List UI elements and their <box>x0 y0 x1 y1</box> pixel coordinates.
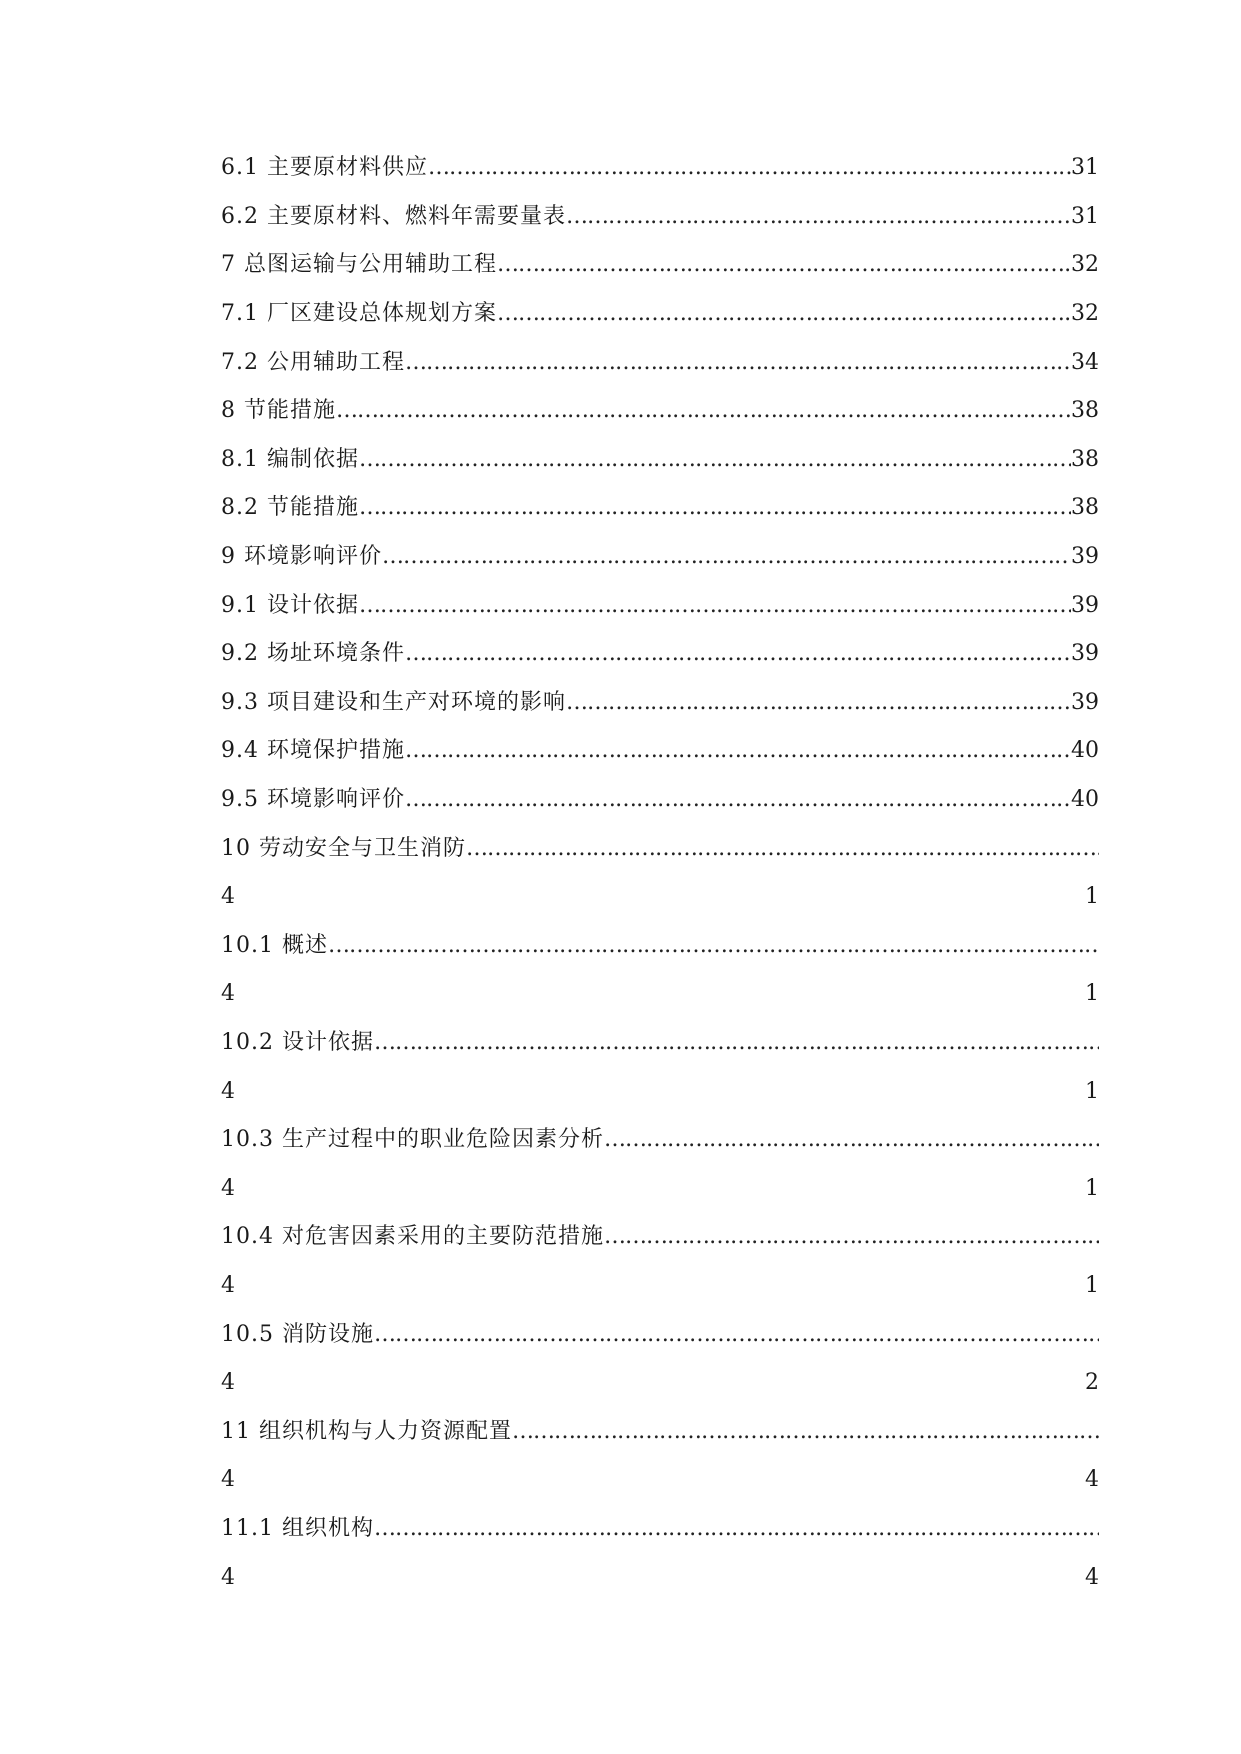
toc-page-number: 32 <box>1071 301 1099 327</box>
toc-entry-label: 6.2 主要原材料、燃料年需要量表 <box>221 203 566 229</box>
toc-leader-dots <box>374 1518 1099 1540</box>
toc-entry-label: 10.5 消防设施 <box>221 1321 374 1347</box>
toc-page-number: 40 <box>1071 787 1099 813</box>
toc-entry-label: 9.4 环境保护措施 <box>221 738 405 764</box>
toc-entry-label: 10.4 对危害因素采用的主要防范措施 <box>221 1224 604 1250</box>
toc-page-number-right: 1 <box>1085 1272 1099 1298</box>
toc-page-number: 39 <box>1071 689 1099 715</box>
toc-page-number-left: 4 <box>221 1467 235 1493</box>
toc-entry-wrapped[interactable] <box>221 1116 1099 1165</box>
toc-entry[interactable] <box>221 776 1099 825</box>
toc-leader-dots <box>328 935 1099 957</box>
toc-entry-label: 11 组织机构与人力资源配置 <box>221 1418 512 1444</box>
toc-entry[interactable] <box>221 436 1099 485</box>
toc-page-number: 39 <box>1071 641 1099 667</box>
toc-entry-wrapped[interactable] <box>221 922 1099 971</box>
toc-leader-dots <box>359 449 1071 471</box>
toc-entry-wrapped[interactable] <box>221 824 1099 873</box>
toc-page-number-left: 4 <box>221 884 235 910</box>
toc-entry-label: 8.2 节能措施 <box>221 495 359 521</box>
toc-wrapped-page-line <box>221 1164 1099 1213</box>
toc-wrapped-page-line <box>221 970 1099 1019</box>
toc-page-number: 32 <box>1071 252 1099 278</box>
toc-entry-label: 10.1 概述 <box>221 932 328 958</box>
toc-page-number: 38 <box>1071 446 1099 472</box>
toc-leader-dots <box>566 692 1071 714</box>
toc-entry-label: 6.1 主要原材料供应 <box>221 155 428 181</box>
toc-entry[interactable] <box>221 679 1099 728</box>
toc-entry-label: 7.1 厂区建设总体规划方案 <box>221 301 497 327</box>
toc-leader-dots <box>374 1324 1099 1346</box>
toc-leader-dots <box>336 400 1071 422</box>
toc-entry-label: 9.3 项目建设和生产对环境的影响 <box>221 689 566 715</box>
toc-page-number: 38 <box>1071 398 1099 424</box>
toc-page-number-left: 4 <box>221 981 235 1007</box>
toc-page-number: 38 <box>1071 495 1099 521</box>
toc-page-number-left: 4 <box>221 1370 235 1396</box>
toc-entry-label: 9.1 设计依据 <box>221 592 359 618</box>
toc-entry-wrapped[interactable] <box>221 1019 1099 1068</box>
toc-entry[interactable] <box>221 290 1099 339</box>
toc-page-number-left: 4 <box>221 1272 235 1298</box>
toc-page-number: 39 <box>1071 544 1099 570</box>
toc-leader-dots <box>604 1226 1099 1248</box>
toc-entry-label: 7.2 公用辅助工程 <box>221 349 405 375</box>
toc-page-number-right: 4 <box>1085 1564 1099 1590</box>
toc-entry-wrapped[interactable] <box>221 1407 1099 1456</box>
toc-page-number-right: 2 <box>1085 1370 1099 1396</box>
toc-entry-wrapped[interactable] <box>221 1505 1099 1554</box>
toc-entry[interactable] <box>221 193 1099 242</box>
toc-entry[interactable] <box>221 338 1099 387</box>
toc-leader-dots <box>566 206 1071 228</box>
toc-entry[interactable] <box>221 533 1099 582</box>
toc-page-number: 31 <box>1071 203 1099 229</box>
toc-page-number-right: 1 <box>1085 884 1099 910</box>
toc-wrapped-page-line <box>221 1456 1099 1505</box>
toc-page-number: 39 <box>1071 592 1099 618</box>
toc-entry-label: 10.3 生产过程中的职业危险因素分析 <box>221 1127 604 1153</box>
toc-page-number-left: 4 <box>221 1175 235 1201</box>
toc-entry-label: 9.5 环境影响评价 <box>221 787 405 813</box>
toc-page-number-left: 4 <box>221 1078 235 1104</box>
toc-entry-label: 10.2 设计依据 <box>221 1029 374 1055</box>
toc-page-number-right: 4 <box>1085 1467 1099 1493</box>
toc-page-number-left: 4 <box>221 1564 235 1590</box>
toc-leader-dots <box>374 1032 1099 1054</box>
toc-entry[interactable] <box>221 144 1099 193</box>
toc-page-number-right: 1 <box>1085 981 1099 1007</box>
toc-wrapped-page-line <box>221 1553 1099 1602</box>
toc-entry[interactable] <box>221 581 1099 630</box>
toc-leader-dots <box>497 303 1071 325</box>
toc-page-number: 40 <box>1071 738 1099 764</box>
toc-page-number-right: 1 <box>1085 1078 1099 1104</box>
toc-entry[interactable] <box>221 387 1099 436</box>
toc-entry-label: 8.1 编制依据 <box>221 446 359 472</box>
toc-wrapped-page-line <box>221 1359 1099 1408</box>
toc-leader-dots <box>466 838 1099 860</box>
toc-leader-dots <box>405 789 1071 811</box>
toc-page-number: 31 <box>1071 155 1099 181</box>
toc-entry[interactable] <box>221 241 1099 290</box>
toc-entry-label: 8 节能措施 <box>221 398 336 424</box>
toc-leader-dots <box>428 157 1071 179</box>
table-of-contents <box>221 144 1099 1602</box>
toc-leader-dots <box>359 595 1071 617</box>
toc-entry[interactable] <box>221 630 1099 679</box>
toc-wrapped-page-line <box>221 1067 1099 1116</box>
toc-leader-dots <box>497 254 1071 276</box>
toc-entry-wrapped[interactable] <box>221 1310 1099 1359</box>
toc-entry-label: 11.1 组织机构 <box>221 1515 374 1541</box>
toc-leader-dots <box>512 1421 1099 1443</box>
toc-leader-dots <box>382 546 1071 568</box>
toc-entry-label: 9.2 场址环境条件 <box>221 641 405 667</box>
toc-wrapped-page-line <box>221 1262 1099 1311</box>
toc-entry[interactable] <box>221 484 1099 533</box>
toc-page-number-right: 1 <box>1085 1175 1099 1201</box>
toc-leader-dots <box>405 740 1071 762</box>
toc-entry-label: 10 劳动安全与卫生消防 <box>221 835 466 861</box>
toc-wrapped-page-line <box>221 873 1099 922</box>
toc-entry-label: 9 环境影响评价 <box>221 544 382 570</box>
toc-entry-label: 7 总图运输与公用辅助工程 <box>221 252 497 278</box>
toc-page-number: 34 <box>1071 349 1099 375</box>
toc-leader-dots <box>405 352 1071 374</box>
toc-leader-dots <box>604 1129 1099 1151</box>
toc-entry[interactable] <box>221 727 1099 776</box>
toc-entry-wrapped[interactable] <box>221 1213 1099 1262</box>
toc-leader-dots <box>359 497 1071 519</box>
toc-leader-dots <box>405 643 1071 665</box>
